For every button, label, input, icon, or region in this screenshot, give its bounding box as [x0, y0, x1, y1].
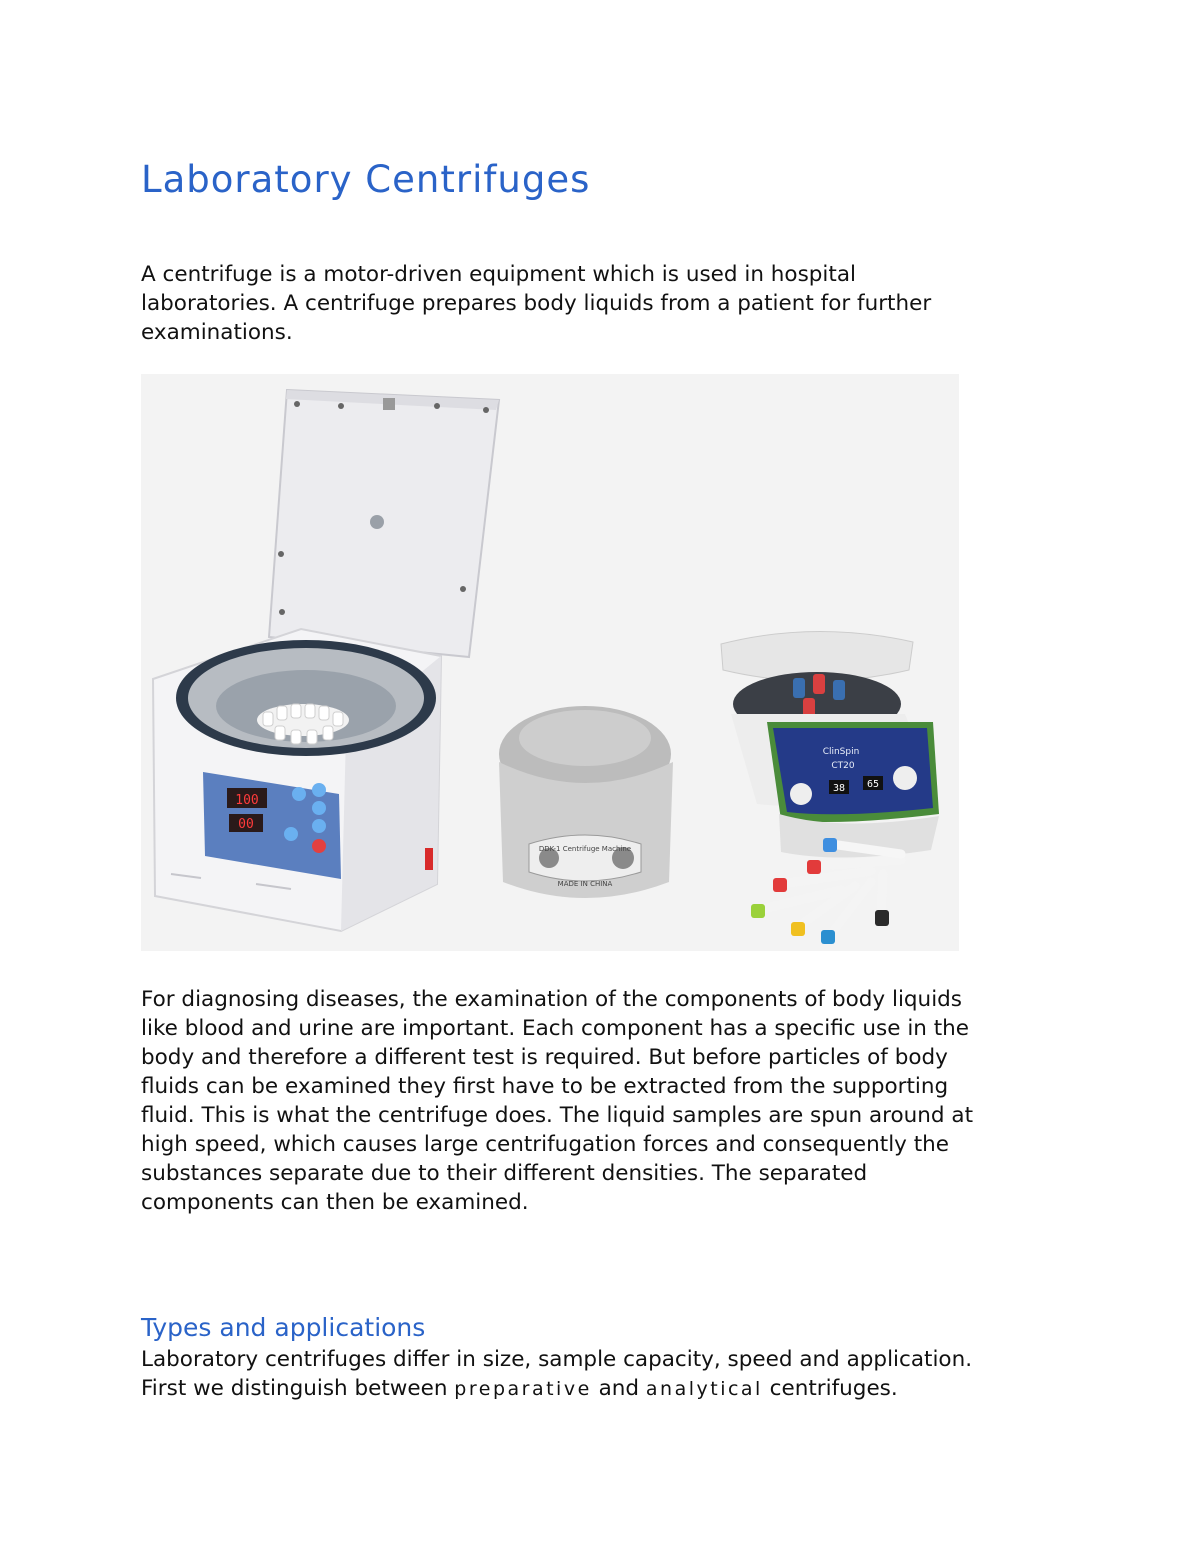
right-brand: ClinSpin	[822, 747, 860, 757]
intro-line: A centrifuge is a motor-driven equipment which is used in hospital	[141, 262, 856, 287]
body-line: fluid. This is what the centrifuge does. The liquid samples are spun around at	[141, 1103, 974, 1128]
center-made-in: MADE IN CHINA	[557, 880, 613, 888]
right-model: CT20	[831, 761, 855, 771]
right-display-left: 38	[832, 783, 846, 794]
center-label: DDK-1 Centrifuge Machine	[538, 845, 632, 853]
types-text-after: centrifuges.	[762, 1376, 898, 1401]
body-paragraph	[141, 985, 973, 1217]
left-display-bottom: 00	[238, 817, 254, 832]
section-heading: Types and applications	[141, 1313, 426, 1342]
types-text-before: First we distinguish between	[141, 1376, 455, 1401]
types-paragraph	[141, 1345, 972, 1404]
body-line: components can then be examined.	[141, 1190, 529, 1215]
term-preparative: preparative	[454, 1378, 592, 1400]
body-line: like blood and urine are important. Each component has a specific use in the	[141, 1016, 970, 1041]
term-analytical: analytical	[645, 1378, 763, 1400]
body-line: substances separate due to their different densities. The separated	[141, 1161, 868, 1186]
body-line: fluids can be examined they first have to be extracted from the supporting	[141, 1074, 949, 1099]
left-centrifuge	[153, 390, 499, 931]
left-display-top: 100	[235, 793, 259, 808]
intro-line: examinations.	[141, 320, 293, 345]
right-centrifuge	[721, 631, 939, 857]
center-centrifuge	[499, 706, 673, 898]
types-line	[141, 1374, 972, 1404]
body-line: For diagnosing diseases, the examination of the components of body liquids	[141, 987, 963, 1012]
centrifuges-photo	[141, 374, 959, 951]
page-title: Laboratory Centrifuges	[141, 158, 591, 201]
body-line: body and therefore a different test is required. But before particles of body	[141, 1045, 948, 1070]
centrifuges-illustration	[141, 374, 959, 951]
right-display-right: 65	[866, 779, 880, 790]
body-line: high speed, which causes large centrifugation forces and consequently the	[141, 1132, 950, 1157]
intro-line: laboratories. A centrifuge prepares body liquids from a patient for further	[141, 291, 932, 316]
intro-paragraph	[141, 260, 931, 347]
types-text-middle: and	[591, 1376, 646, 1401]
types-line: Laboratory centrifuges differ in size, sample capacity, speed and application.	[141, 1347, 973, 1372]
